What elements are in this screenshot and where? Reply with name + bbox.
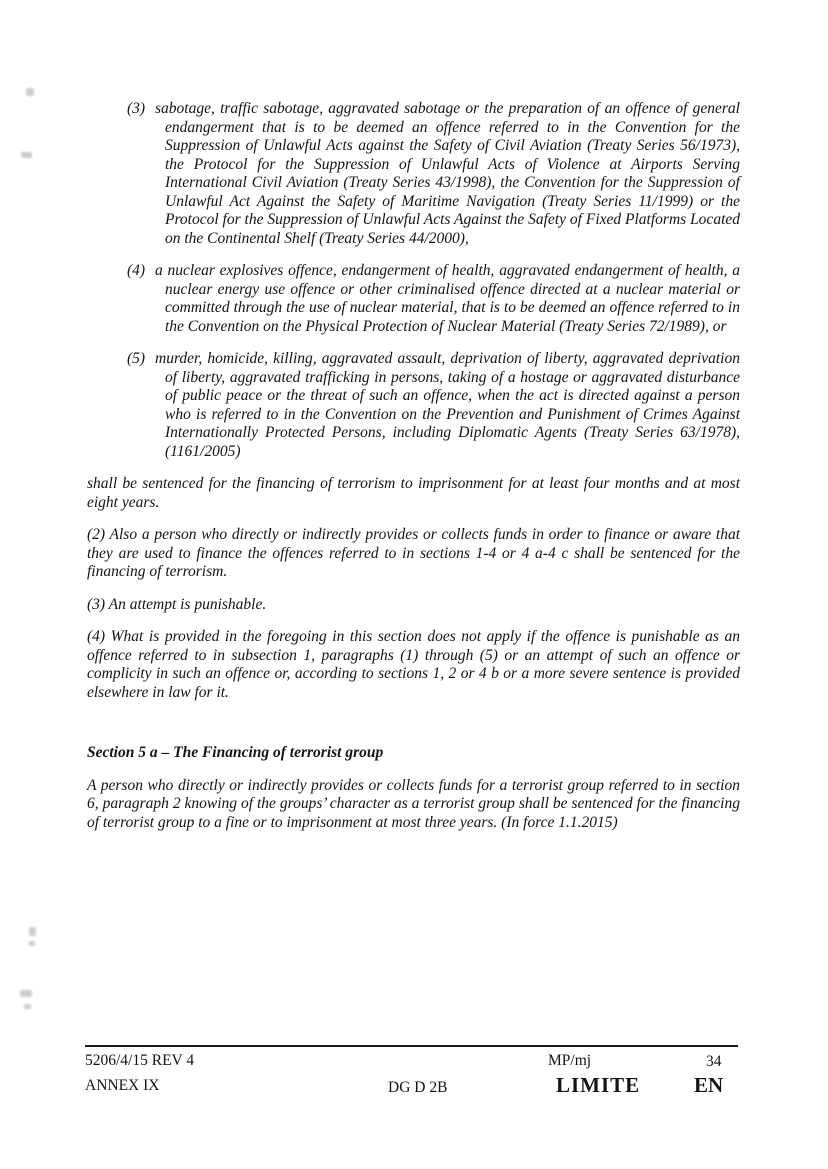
paragraph-3: (3) An attempt is punishable. <box>87 595 267 613</box>
list-item-label: (3) <box>127 100 146 117</box>
scan-artifact <box>20 990 32 997</box>
footer-annex: ANNEX IX <box>85 1077 160 1094</box>
document-body <box>87 100 740 846</box>
section-heading: Section 5 a – The Financing of terrorist group <box>87 744 384 761</box>
list-item-4 <box>87 262 740 336</box>
paragraph-4: (4) What is provided in the foregoing in this section does not apply if the offence is punishable as an offence referred to in subsection 1, paragraphs (1) through (5) or an attempt of such an offence or complicity in such an offence or, according to sections 1, 2 or 4 b or a more severe sentence is provided elsewhere in law for it. <box>87 628 740 701</box>
section-paragraph: A person who directly or indirectly provides or collects funds for a terrorist group referred to in section 6, paragraph 2 knowing of the groups’ character as a terrorist group shall be sentenced for the financing of terrorist group to a fine or to imprisonment at most three years. (In force 1.1.2015) <box>87 776 740 831</box>
footer-doc-number: 5206/4/15 REV 4 <box>85 1052 195 1069</box>
list-item-label: (5) <box>127 350 146 367</box>
scan-artifact <box>29 941 35 946</box>
list-item-5 <box>87 350 740 461</box>
list-item-text: a nuclear explosives offence, endangerment of health, aggravated endangerment of health, a nuclear energy use offence or other criminalised offence directed at a nuclear material or committed through the use of nuclear material, that is to be deemed an offence referred to in the Convention on the Physical Protection of Nuclear Material (Treaty Series 72/1989), or <box>155 262 740 335</box>
footer-page-number: 34 <box>706 1053 722 1070</box>
paragraph-sentencing: shall be sentenced for the financing of terrorism to imprisonment for at least four months and at most eight years. <box>87 475 740 511</box>
footer-language: EN <box>694 1073 724 1097</box>
list-item-text: sabotage, traffic sabotage, aggravated sabotage or the preparation of an offence of general endangerment that is to be deemed an offence referred to in the Convention for the Suppression of Unlawful Acts against the Safety of Civil Aviation (Treaty Series 56/1973), the Protocol for the Suppression of Unlawful Acts of Violence at Airports Serving International Civil Aviation (Treaty Series 43/1998), the Convention for the Suppression of Unlawful Act Against the Safety of Maritime Navigation (Treaty Series 11/1999) or the Protocol for the Suppression of Unlawful Acts Against the Safety of Fixed Platforms Located on the Continental Shelf (Treaty Series 44/2000), <box>155 100 740 247</box>
paragraph-2: (2) Also a person who directly or indirectly provides or collects funds in order to finance or aware that they are used to finance the offences referred to in sections 1-4 or 4 a-4 c shall be sentenced for the financing of terrorism. <box>87 526 740 580</box>
scan-artifact <box>26 88 34 96</box>
scan-artifact <box>29 927 36 936</box>
list-item-3 <box>87 100 740 248</box>
footer-divider <box>85 1045 738 1047</box>
footer-classification: LIMITE <box>556 1073 641 1097</box>
footer-dg: DG D 2B <box>388 1079 448 1096</box>
list-item-text: murder, homicide, killing, aggravated assault, deprivation of liberty, aggravated deprivation of liberty, aggravated trafficking in persons, taking of a hostage or aggravated disturbance of public peace or the threat of such an offence, when the act is directed against a person who is referred to in the Convention on the Prevention and Punishment of Crimes Against Internationally Protected Persons, including Diplomatic Agents (Treaty Series 63/1978), (1161/2005) <box>155 350 740 460</box>
footer-initials: MP/mj <box>548 1052 592 1069</box>
scan-artifact <box>21 152 32 158</box>
list-item-label: (4) <box>127 262 146 279</box>
scan-artifact <box>24 1004 31 1009</box>
